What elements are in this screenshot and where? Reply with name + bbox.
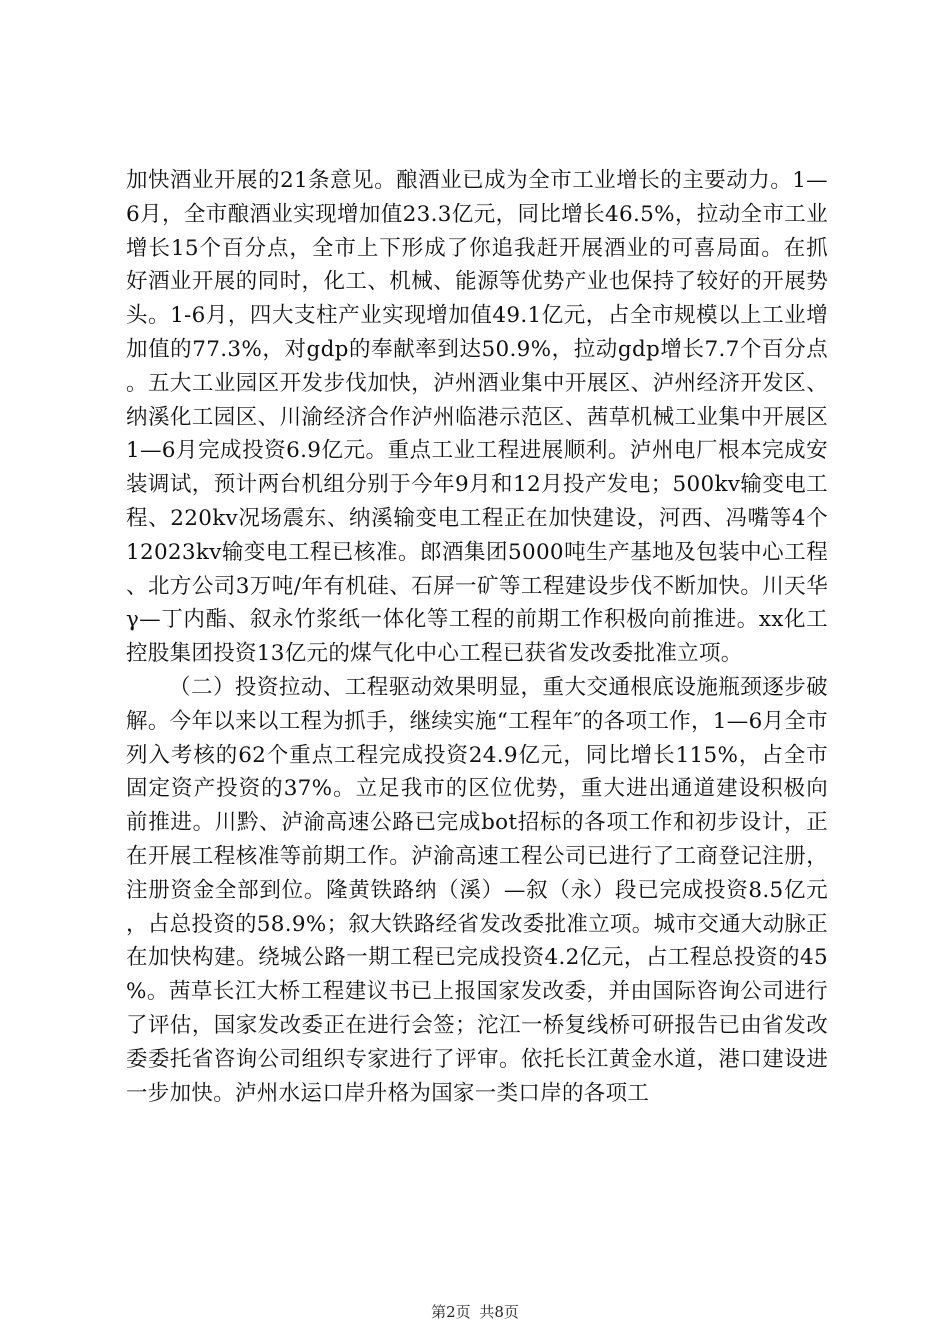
page-number: 第2页 bbox=[431, 1303, 471, 1321]
paragraph-2: （二）投资拉动、工程驱动效果明显，重大交通根底设施瓶颈逐步破解。今年以来以工程为抓手，继续实施“工程年″的各项工作，1—6月全市列入考核的62个重点工程完成投资24.9亿元，同比增长115%，占全市固定资产投资的37%。立足我市的区位优势，重大进出通道建设积极向前推进。川黔、泸渝高速公路已完成bot招标的各项工作和初步设计，正在开展工程核准等前期工作。泸渝高速工程公司已进行了工商登记注册，注册资金全部到位。隆黄铁路纳（溪）—叙（永）段已完成投资8.5亿元，占总投资的58.9%；叙大铁路经省发改委批准立项。城市交通大动脉正在加快构建。绕城公路一期工程已完成投资4.2亿元，占工程总投资的45%。茜草长江大桥工程建议书已上报国家发改委，并由国际咨询公司进行了评估，国家发改委正在进行会签；沱江一桥复线桥可研报告已由省发改委委托省咨询公司组织专家进行了评审。依托长江黄金水道，港口建设进一步加快。泸州水运口岸升格为国家一类口岸的各项工 bbox=[126, 674, 829, 1106]
paragraph-1: 加快酒业开展的21条意见。酿酒业已成为全市工业增长的主要动力。1—6月，全市酿酒业实现增加值23.3亿元，同比增长46.5%，拉动全市工业增长15个百分点，全市上下形成了你追我赶开展酒业的可喜局面。在抓好酒业开展的同时，化工、机械、能源等优势产业也保持了较好的开展势头。1-6月，四大支柱产业实现增加值49.1亿元，占全市规模以上工业增加值的77.3%，对gdp的奉献率到达50.9%，拉动gdp增长7.7个百分点。五大工业园区开发步伐加快，泸州酒业集中开展区、泸州经济开发区、纳溪化工园区、川渝经济合作泸州临港示范区、茜草机械工业集中开展区1—6月完成投资6.9亿元。重点工业工程进展顺利。泸州电厂根本完成安装调试，预计两台机组分别于今年9月和12月投产发电；500kv输变电工程、220kv况场震东、纳溪输变电工程正在加快建设，河西、冯嘴等4个12023kv输变电工程已核准。郎酒集团5000吨生产基地及包装中心工程、北方公司3万吨/年有机硅、石屏一矿等工程建设步伐不断加快。川天华γ—丁内酯、叙永竹浆纸一体化等工程的前期工作积极向前推进。xx化工控股集团投资13亿元的煤气化中心工程已获省发改委批准立项。 bbox=[126, 168, 828, 667]
page-total: 共8页 bbox=[479, 1303, 519, 1321]
document-body bbox=[126, 164, 828, 1110]
page-footer bbox=[0, 1301, 950, 1322]
